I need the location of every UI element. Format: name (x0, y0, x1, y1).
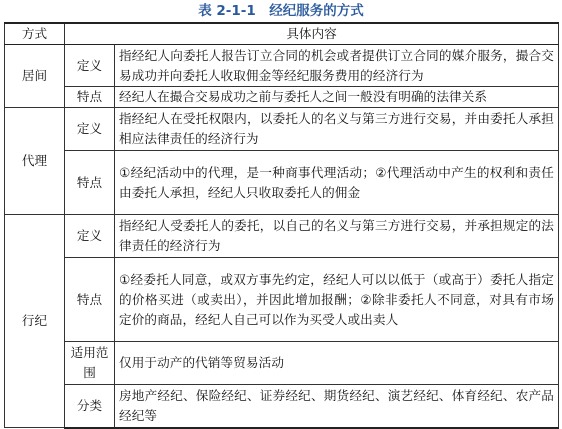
content-cell: 指经纪人在受托权限内，以委托人的名义与第三方进行交易，并由委托人承担相应法律责任的经济行为 (115, 108, 559, 151)
content-cell: 指经纪人受委托人的委托，以自己的名义与第三方进行交易，并承担规定的法律责任的经济行为 (115, 215, 559, 258)
table-caption: 表 2-1-1 经纪服务的方式 (198, 3, 364, 19)
table-row (5, 342, 559, 385)
table-row (5, 87, 559, 108)
method-cell-intermediary: 居间 (5, 45, 65, 108)
aspect-cell: 分类 (65, 385, 115, 428)
aspect-cell: 特点 (65, 258, 115, 342)
table-header-row (5, 23, 559, 45)
aspect-cell: 特点 (65, 87, 115, 108)
header-content: 具体内容 (65, 23, 559, 45)
table-row (5, 45, 559, 87)
aspect-cell: 定义 (65, 108, 115, 151)
content-cell: 房地产经纪、保险经纪、证券经纪、期货经纪、演艺经纪、体育经纪、农产品经纪等 (115, 385, 559, 428)
content-cell: 仅用于动产的代销等贸易活动 (115, 342, 559, 385)
content-cell: 指经纪人向委托人报告订立合同的机会或者提供订立合同的媒介服务，撮合交易成功并向委托人收取佣金等经纪服务费用的经济行为 (115, 45, 559, 87)
aspect-cell: 适用范围 (65, 342, 115, 385)
aspect-cell: 定义 (65, 215, 115, 258)
content-cell: ①经委托人同意，或双方事先约定，经纪人可以以低于（或高于）委托人指定的价格买进（或卖出），并因此增加报酬；②除非委托人不同意，对具有市场定价的商品，经纪人自己可以作为买受人或出卖人 (115, 258, 559, 342)
aspect-cell: 定义 (65, 45, 115, 87)
content-cell: ①经纪活动中的代理，是一种商事代理活动；②代理活动中产生的权利和责任由委托人承担，经纪人只收取委托人的佣金 (115, 151, 559, 215)
method-cell-agency: 代理 (5, 108, 65, 215)
table-row (5, 258, 559, 342)
brokerage-service-table (4, 22, 559, 429)
method-cell-commission: 行纪 (5, 215, 65, 428)
aspect-cell: 特点 (65, 151, 115, 215)
header-method: 方式 (5, 23, 65, 45)
table-row (5, 151, 559, 215)
content-cell: 经纪人在撮合交易成功之前与委托人之间一般没有明确的法律关系 (115, 87, 559, 108)
table-row (5, 215, 559, 258)
table-row (5, 108, 559, 151)
table-row (5, 385, 559, 428)
